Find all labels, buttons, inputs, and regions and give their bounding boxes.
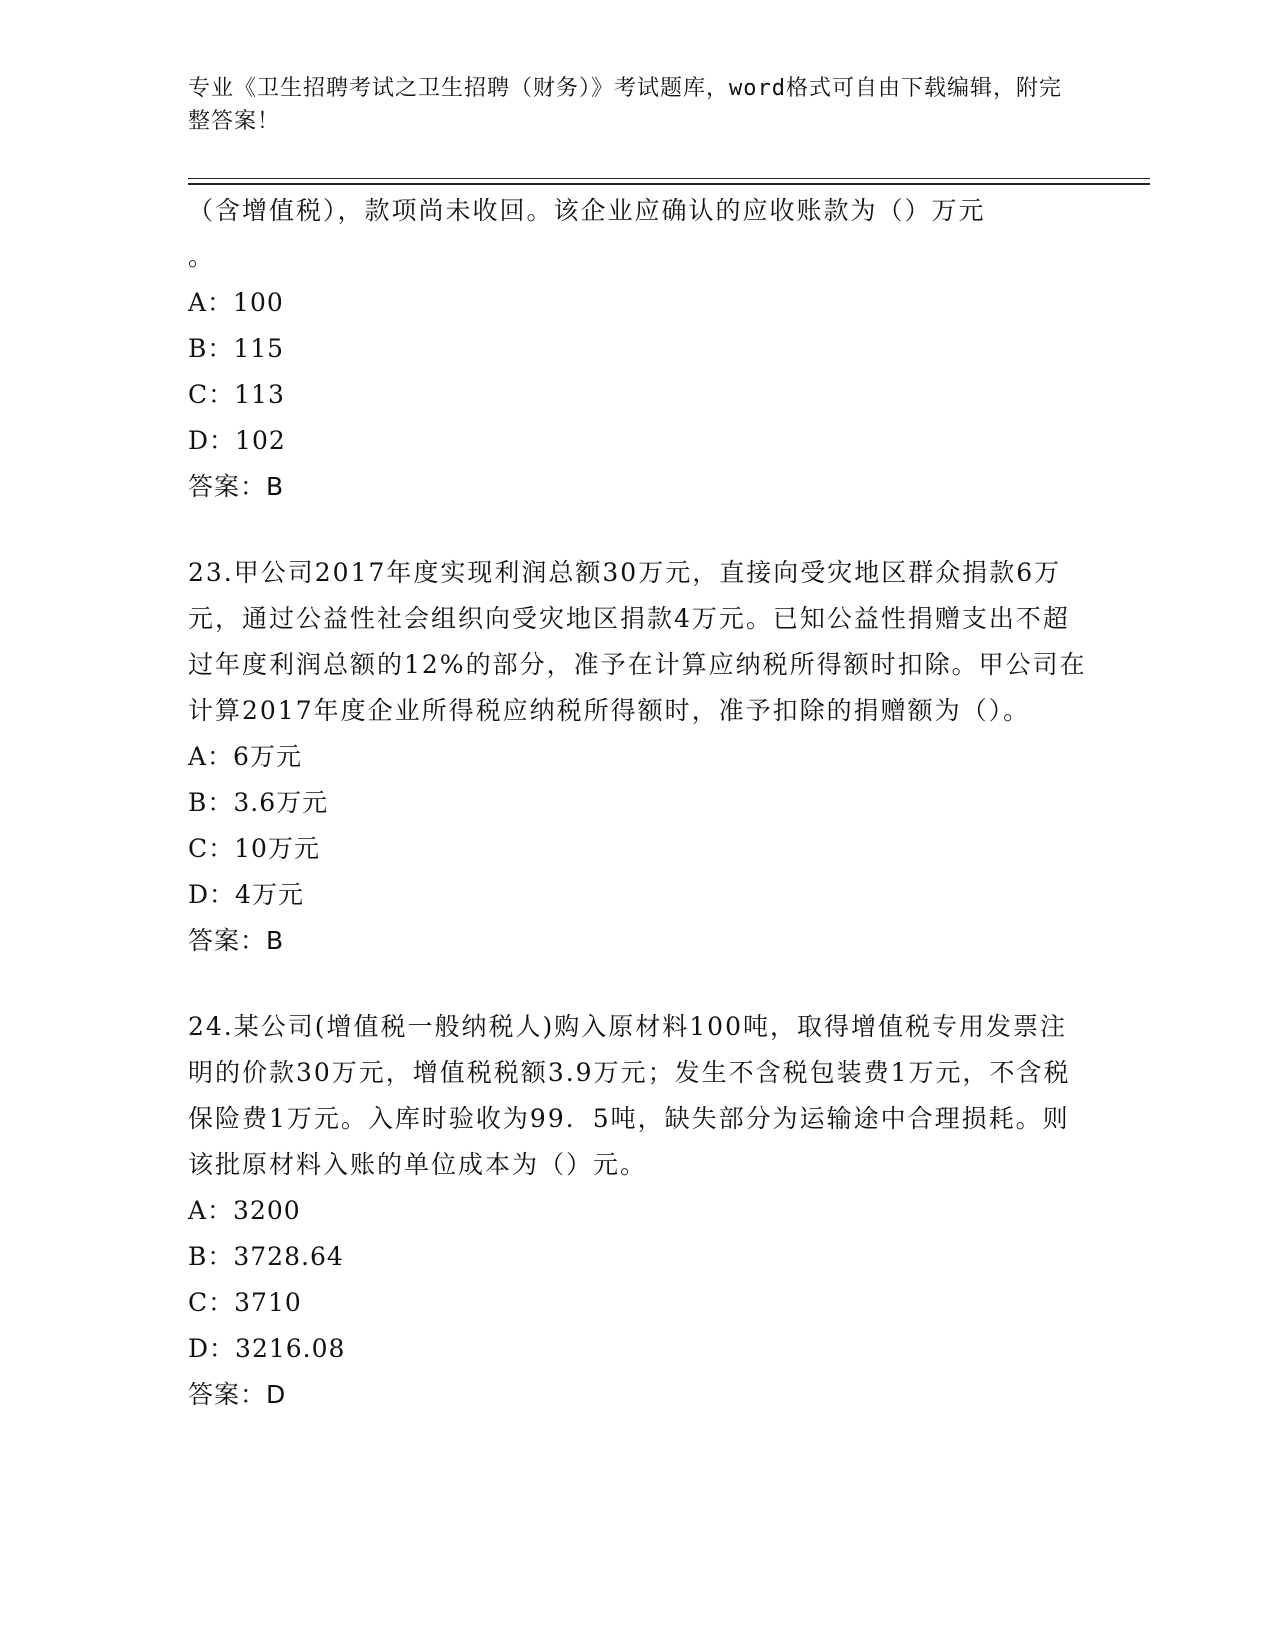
question-content xyxy=(188,188,1088,1418)
question-22 xyxy=(188,188,1088,510)
question-gap xyxy=(188,964,1088,1004)
option-a: A：6万元 xyxy=(188,742,302,771)
option-b: B：3728.64 xyxy=(188,1242,344,1271)
option-a: A：100 xyxy=(188,288,284,317)
option-b: B：3.6万元 xyxy=(188,788,329,817)
question-gap xyxy=(188,510,1088,550)
answer-line: 答案：B xyxy=(188,926,285,955)
option-b: B：115 xyxy=(188,334,285,363)
question-stem: 24.某公司(增值税一般纳税人)购入原材料100吨，取得增值税专用发票注明的价款30万元，增值税税额3.9万元；发生不含税包装费1万元，不含税保险费1万元。入库时验收为99．5吨，缺失部分为运输途中合理损耗。则该批原材料入账的单位成本为（）元。 xyxy=(188,1012,1071,1179)
question-stem-tail-end: 。 xyxy=(188,242,216,271)
option-d: D：4万元 xyxy=(188,880,304,909)
document-header: 专业《卫生招聘考试之卫生招聘（财务）》考试题库，word格式可自由下载编辑，附完整答案！ xyxy=(188,76,1062,134)
question-stem-tail: （含增值税），款项尚未收回。该企业应确认的应收账款为（）万元 xyxy=(188,196,986,225)
question-stem: 23.甲公司2017年度实现利润总额30万元，直接向受灾地区群众捐款6万元，通过公益性社会组织向受灾地区捐款4万元。已知公益性捐赠支出不超过年度利润总额的12%的部分，准予在计算应纳税所得额时扣除。甲公司在计算2017年度企业所得税应纳税所得额时，准予扣除的捐赠额为（）。 xyxy=(188,558,1087,725)
option-c: C：113 xyxy=(188,380,285,409)
option-a: A：3200 xyxy=(188,1196,301,1225)
option-d: D：3216.08 xyxy=(188,1334,346,1363)
answer-line: 答案：D xyxy=(188,1380,287,1409)
question-24 xyxy=(188,1004,1088,1418)
option-c: C：3710 xyxy=(188,1288,302,1317)
option-d: D：102 xyxy=(188,426,286,455)
header-divider-thin xyxy=(188,178,1150,179)
header-divider-thick xyxy=(188,183,1150,185)
question-23 xyxy=(188,550,1088,964)
answer-line: 答案：B xyxy=(188,472,285,501)
option-c: C：10万元 xyxy=(188,834,320,863)
